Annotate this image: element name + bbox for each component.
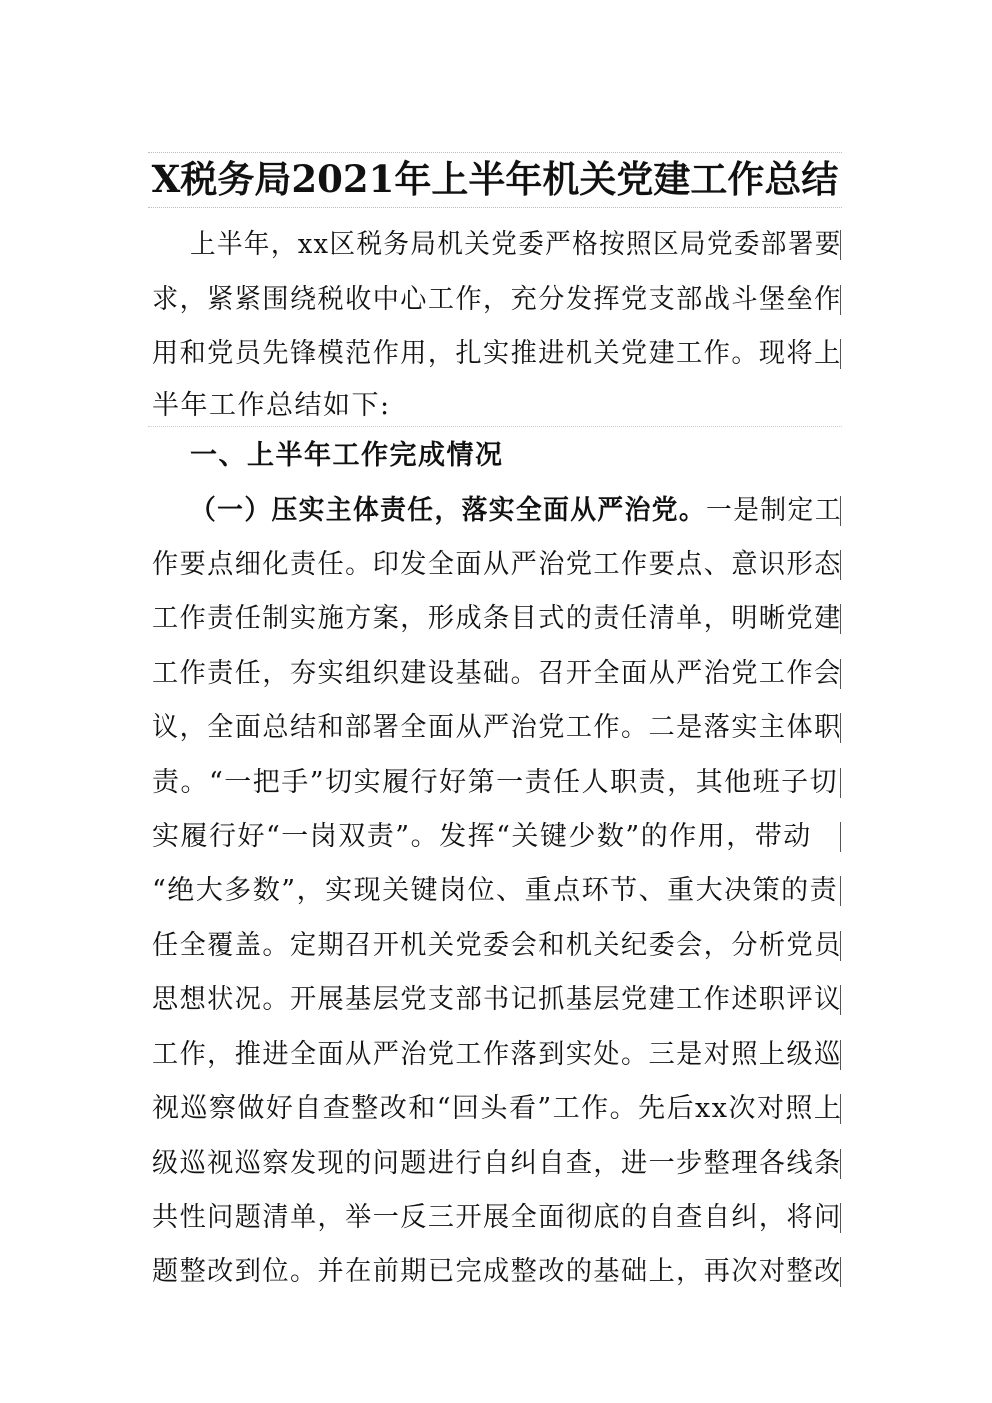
intro-line: 求，紧紧围绕税收中心工作，充分发挥党支部战斗堡垒作 (152, 284, 842, 315)
subsection-first-line (190, 491, 842, 531)
body-line: “绝大多数”，实现关键岗位、重点环节、重大决策的责 (152, 875, 839, 906)
margin-mark (840, 822, 841, 852)
margin-mark (840, 496, 841, 526)
body-line: 任全覆盖。定期召开机关党委会和机关纪委会，分析党员 (152, 930, 842, 961)
body-line: 实履行好“一岗双责”。发挥“关键少数”的作用，带动 (152, 821, 812, 852)
body-line: 视巡察做好自查整改和“回头看”工作。先后xx次对照上 (152, 1093, 843, 1124)
body-line: 作要点细化责任。印发全面从严治党工作要点、意识形态 (152, 549, 842, 580)
margin-mark (840, 604, 841, 634)
body-line: 工作责任制实施方案，形成条目式的责任清单，明晰党建 (152, 603, 842, 634)
margin-mark (840, 339, 841, 369)
margin-mark (840, 768, 841, 798)
body-line: 共性问题清单，举一反三开展全面彻底的自查自纠，将问 (152, 1202, 842, 1233)
margin-mark (840, 931, 841, 961)
margin-mark (840, 1094, 841, 1124)
title-bottom-rule (148, 207, 842, 208)
margin-mark (840, 1203, 841, 1233)
margin-mark (840, 1040, 841, 1070)
intro-line: 半年工作总结如下: (152, 390, 391, 421)
body-line: 思想状况。开展基层党支部书记抓基层党建工作述职评议 (152, 984, 842, 1015)
margin-mark (840, 985, 841, 1015)
body-line: 题整改到位。并在前期已完成整改的基础上，再次对整改 (152, 1256, 842, 1287)
body-line: 议，全面总结和部署全面从严治党工作。二是落实主体职 (152, 712, 842, 743)
margin-mark (840, 876, 841, 906)
margin-mark (840, 659, 841, 689)
body-line: 工作，推进全面从严治党工作落到实处。三是对照上级巡 (152, 1039, 842, 1070)
margin-mark (840, 550, 841, 580)
margin-mark (840, 230, 841, 260)
section-heading: 一、上半年工作完成情况 (190, 440, 504, 471)
paragraph-rule (148, 426, 842, 427)
body-line: 级巡视巡察发现的问题进行自纠自查，进一步整理各线条 (152, 1148, 842, 1179)
subsection-heading: （一）压实主体责任，落实全面从严治党。 (190, 495, 707, 526)
intro-line: 上半年，xx区税务局机关党委严格按照区局党委部署要 (190, 229, 842, 260)
body-line: 责。“一把手”切实履行好第一责任人职责，其他班子切 (152, 767, 839, 798)
margin-mark (840, 1149, 841, 1179)
intro-line: 用和党员先锋模范作用，扎实推进机关党建工作。现将上 (152, 338, 842, 369)
margin-mark (840, 285, 841, 315)
margin-mark (840, 713, 841, 743)
margin-mark (840, 1257, 841, 1287)
body-line: 工作责任，夯实组织建设基础。召开全面从严治党工作会 (152, 658, 842, 689)
document-title: X税务局2021年上半年机关党建工作总结 (151, 157, 839, 201)
subsection-first-line-rest: 一是制定工 (706, 495, 842, 526)
